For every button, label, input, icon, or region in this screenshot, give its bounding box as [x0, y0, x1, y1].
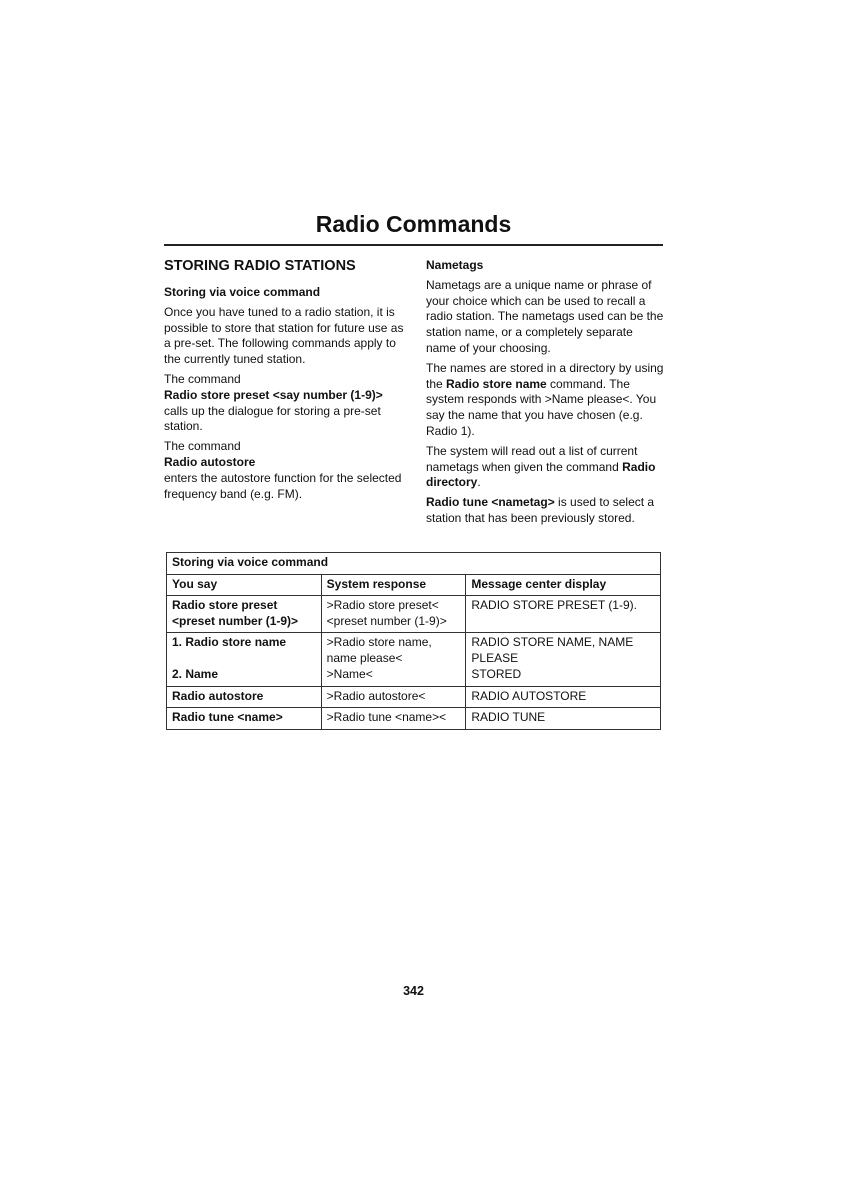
left-column [164, 256, 406, 506]
display-cell [466, 633, 661, 687]
command-name: Radio autostore [164, 454, 256, 469]
display-cell: RADIO TUNE [466, 708, 661, 730]
text: The names are stored in a directory by using the [426, 360, 664, 391]
command-description: calls up the dialogue for storing a pre-set station. [164, 403, 381, 434]
directory-paragraph [426, 444, 666, 491]
command-lead: The command [164, 439, 241, 454]
text: command. The system responds with >Name please<. You say the name that you have chosen (e.g. Radio 1). [426, 376, 657, 438]
command-name: Radio tune <nametag> [426, 495, 555, 510]
tune-paragraph [426, 495, 666, 527]
nametags-heading: Nametags [426, 258, 484, 272]
text: is used to select a station that has been previously stored. [426, 495, 655, 525]
you-say-cell: Radio autostore [167, 686, 322, 708]
response-two: >Name< [326, 667, 373, 681]
text: The system will read out a list of current nametags when given the command [426, 443, 638, 474]
command-name: Radio store name [446, 376, 547, 391]
display-one: RADIO STORE NAME, NAME PLEASE [471, 635, 634, 665]
table-caption-row [167, 553, 661, 575]
section-heading: STORING RADIO STATIONS [164, 258, 356, 274]
display-two: STORED [471, 667, 522, 681]
command-name: Radio store preset <say number (1-9)> [164, 387, 383, 402]
sub-heading: Storing via voice command [164, 285, 321, 299]
voice-command-table [166, 552, 661, 730]
display-cell: RADIO AUTOSTORE [466, 686, 661, 708]
system-response-cell: >Radio store preset< <preset number (1-9)> [321, 596, 466, 633]
text: . [477, 475, 481, 490]
table-row [167, 686, 661, 708]
command-lead: The command [164, 371, 241, 386]
system-response-cell [321, 633, 466, 687]
response-one: >Radio store name, name please< [326, 635, 432, 665]
column-header: You say [167, 574, 322, 596]
you-say-cell [167, 633, 322, 687]
command-name: Radio directory [426, 459, 656, 490]
nametags-paragraph: Nametags are a unique name or phrase of your choice which can be used to recall a radio station. The nametags used can be the station name, or a completely separate name of your choosing. [426, 277, 664, 355]
step-one: 1. Radio store name [172, 635, 287, 649]
step-two: 2. Name [172, 666, 219, 681]
column-header: Message center display [466, 574, 661, 596]
page-number: 342 [403, 984, 424, 998]
display-cell: RADIO STORE PRESET (1-9). [466, 596, 661, 633]
table-row [167, 633, 661, 687]
table-row [167, 708, 661, 730]
page-title: Radio Commands [315, 211, 512, 237]
intro-paragraph: Once you have tuned to a radio station, it is possible to store that station for future use as a pre-set. The following commands apply to the currently tuned station. [164, 304, 404, 367]
column-header: System response [321, 574, 466, 596]
you-say-cell: Radio tune <name> [167, 708, 322, 730]
command-description: enters the autostore function for the selected frequency band (e.g. FM). [164, 470, 402, 501]
system-response-cell: >Radio tune <name>< [321, 708, 466, 730]
title-divider [164, 244, 663, 246]
store-name-paragraph [426, 361, 666, 440]
table-row [167, 596, 661, 633]
right-column [426, 258, 666, 531]
system-response-cell: >Radio autostore< [321, 686, 466, 708]
table-header-row [167, 574, 661, 596]
table-caption: Storing via voice command [167, 553, 661, 575]
you-say-cell: Radio store preset <preset number (1-9)> [167, 596, 322, 633]
